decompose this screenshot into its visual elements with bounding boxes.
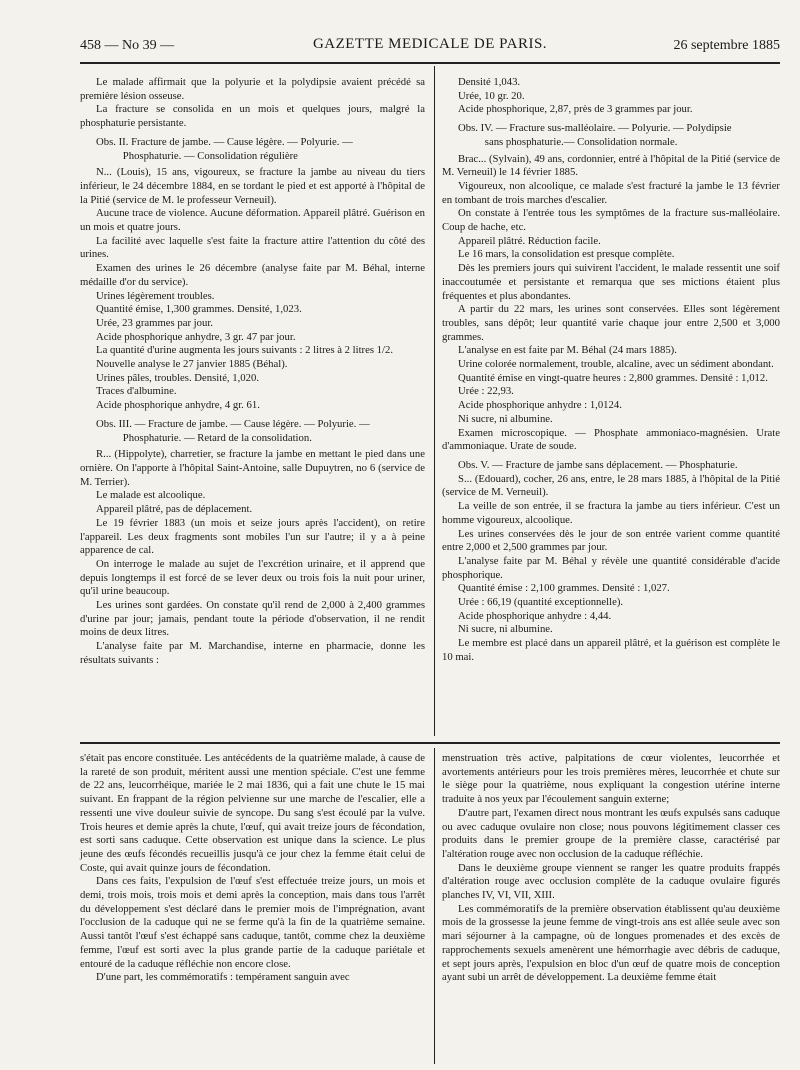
observation-subheading: Phosphaturie. — Consolidation régulière (122, 149, 298, 162)
paragraph: La fracture se consolida en un mois et quelques jours, malgré la phosphaturie persistante. (80, 103, 425, 130)
observation-heading: Obs. II. Fracture de jambe. — Cause légère. — Polyurie. — (96, 135, 353, 148)
paragraph: Quantité émise en vingt-quatre heures : 2,800 grammes. Densité : 1,012. (458, 371, 768, 384)
paragraph: Vigoureux, non alcoolique, ce malade s'est fracturé la jambe le 13 février en tombant de trois marches d'escalier. (442, 179, 780, 206)
observation-heading: Obs. IV. — Fracture sus-malléolaire. — Polyurie. — Polydipsie (458, 122, 732, 135)
paragraph: Urine colorée normalement, trouble, alcaline, avec un sédiment abondant. (458, 358, 774, 371)
paragraph: Le membre est placé dans un appareil plâtré, et la guérison est complète le 10 mai. (442, 637, 780, 663)
paragraph: Acide phosphorique anhydre : 1,0124. (458, 399, 622, 412)
paragraph: Ni sucre, ni albumine. (458, 412, 553, 425)
paragraph: L'analyse en est faite par M. Béhal (24 mars 1885). (458, 344, 677, 357)
paragraph: On constate à l'entrée tous les symptômes de la fracture sus-malléolaire. Coup de hache, etc. (442, 207, 780, 234)
paragraph: Ni sucre, ni albumine. (458, 623, 553, 636)
journal-title: GAZETTE MEDICALE DE PARIS. (312, 36, 548, 52)
paragraph: Quantité émise : 2,100 grammes. Densité : 1,027. (458, 582, 670, 595)
paragraph: D'autre part, l'examen direct nous montrant les œufs expulsés sans caduque ou avec caduque ovulaire non close; nous pouvons légitimement classer ces produits dans le premier groupe de la première classe, caractérisé par l'altération rouge avec non occlusion de la caduque réfléchie. (442, 806, 780, 860)
paragraph: Les commémoratifs de la première observation établissent qu'au deuxième mois de la grossesse la jeune femme de vingt-trois ans est allée seule avec son mari séjourner à la campagne, où de longues promenades et des excès de rapprochements sexuels amenèrent une hémorrhagie avec débris de caduque, et sept jours après, l'expulsion en bloc d'un œuf de quatre mois de conception ayant subi un arrêt de développement. La deuxième femme était (442, 902, 780, 984)
column-divider (434, 748, 435, 1064)
paragraph: Appareil plâtré, pas de déplacement. (96, 503, 253, 516)
paragraph: Densité 1,043. (458, 76, 521, 88)
paragraph: Le malade affirmait que la polyurie et la polydipsie avaient précédé sa première lésion osseuse. (80, 76, 425, 102)
header-rule (80, 62, 780, 64)
paragraph: Acide phosphorique, 2,87, près de 3 grammes par jour. (458, 103, 693, 116)
page-number: 458 — No 39 — (80, 38, 175, 53)
top-right-column (442, 76, 780, 665)
paragraph: La facilité avec laquelle s'est faite la fracture attire l'attention du côté des urines. (80, 234, 425, 261)
paragraph: Examen des urines le 26 décembre (analyse faite par M. Béhal, interne médaille d'or du service). (80, 262, 425, 288)
bottom-left-column (80, 752, 425, 985)
observation-heading: Obs. V. — Fracture de jambe sans déplacement. — Phosphaturie. (458, 458, 738, 471)
paragraph: Dans ces faits, l'expulsion de l'œuf s'est effectuée treize jours, un mois et demi, trois mois, trois mois et demi après la conception, mais dans tous l'arrêt du développement s'est déclaré dans le premier mois de l'imprégnation, avant l'occlusion de la caduque qui ne se ferme qu'à la fin de la quatrième semaine. Aussi tantôt l'œuf s'est échappé sans caduque, tantôt, comme chez la deuxième femme, l'œuf est sorti avec la plus grande partie de la caduque pariétale et entouré de la caduque réfléchie non encore close. (80, 875, 425, 970)
paragraph: Urines légèrement troubles. (96, 289, 215, 302)
paragraph: Brac... (Sylvain), 49 ans, cordonnier, entré à l'hôpital de la Pitié (service de M. Verneuil) le 14 février 1885. (442, 152, 780, 179)
observation-heading: Obs. III. — Fracture de jambe. — Cause légère. — Polyurie. — (96, 417, 370, 430)
paragraph: A partir du 22 mars, les urines sont conservées. Elles sont légèrement troubles, sans dépôt; leur quantité varie chaque jour entre 2,500 et 3,000 grammes. (442, 303, 780, 343)
section-rule (80, 742, 780, 744)
paragraph: Acide phosphorique anhydre, 3 gr. 47 par jour. (96, 330, 296, 343)
paragraph: Appareil plâtré. Réduction facile. (458, 234, 601, 247)
paragraph: Acide phosphorique anhydre, 4 gr. 61. (96, 399, 260, 412)
paragraph: s'était pas encore constituée. Les antécédents de la quatrième malade, à cause de la rareté de son produit, méritent aussi une mention spéciale. C'est une femme de 22 ans, leucorrhéique, mariée le 2 mai 1836, qui a fait une chute le 15 mai suivant. En frappant de la région pelvienne sur une marche de l'escalier, elle a ressenti une vive douleur suivie de syncope. Du sang s'est écoulé par la vulve. Trois heures et demie après la chute, l'œuf, qui avait treize jours de fécondation, est sorti sans caduque. Cette observation est unique dans la science. Le plus jeune des œufs fécondés recueillis jusqu'à ce jour chez la femme était celui de Coste, qui avait quinze jours de fécondation. (80, 752, 425, 874)
paragraph: D'une part, les commémoratifs : tempérament sanguin avec (96, 971, 350, 984)
paragraph: Acide phosphorique anhydre : 4,44. (458, 609, 612, 622)
observation-subheading: sans phosphaturie.— Consolidation normale. (484, 135, 678, 148)
bottom-right-column (442, 752, 780, 985)
issue-date: 26 septembre 1885 (673, 38, 780, 53)
paragraph: L'analyse faite par M. Béhal y révèle une quantité considérable d'acide phosphorique. (442, 554, 780, 581)
paragraph: La quantité d'urine augmenta les jours suivants : 2 litres à 2 litres 1/2. (96, 344, 394, 357)
paragraph: Urines pâles, troubles. Densité, 1,020. (96, 371, 259, 384)
paragraph: R... (Hippolyte), charretier, se fracture la jambe en mettant le pied dans une ornière. On l'apporte à l'hôpital Saint-Antoine, salle Dupuytren, no 6 (service de M. Terrier). (80, 448, 425, 488)
top-left-column (80, 76, 425, 668)
paragraph: Dans le deuxième groupe viennent se ranger les quatre produits frappés d'altération rouge avec occlusion complète de la caduque ovulaire figurés planches IV, VI, VII, XIII. (442, 861, 780, 902)
paragraph: Le 19 février 1883 (un mois et seize jours après l'accident), on retire l'appareil. Les deux fragments sont mobiles l'un sur l'autre; il y a à peine apparence de cal. (80, 516, 425, 557)
paragraph: S... (Edouard), cocher, 26 ans, entre, le 28 mars 1885, à l'hôpital de la Pitié (service de M. Verneuil). (442, 472, 780, 499)
paragraph: Les urines conservées dès le jour de son entrée varient comme quantité entre 2,000 et 2,500 grammes par jour. (442, 527, 780, 554)
paragraph: Traces d'albumine. (96, 385, 177, 398)
paragraph: On interroge le malade au sujet de l'excrétion urinaire, et il apprend que depuis longtemps il est forcé de se lever deux ou trois fois la nuit pour uriner, qu'il urine beaucoup. (80, 557, 425, 598)
paragraph: Examen microscopique. — Phosphate ammoniaco-magnésien. Urate d'ammoniaque. Urate de soude. (442, 426, 780, 453)
paragraph: Aucune trace de violence. Aucune déformation. Appareil plâtré. Guérison en un mois et quatre jours. (80, 207, 425, 234)
paragraph: Urée, 10 gr. 20. (458, 89, 525, 102)
paragraph: La veille de son entrée, il se fractura la jambe au tiers inférieur. C'est un homme vigoureux, alcoolique. (442, 500, 780, 526)
paragraph: Dès les premiers jours qui suivirent l'accident, le malade ressentit une soif inaccoutumée et persistante et remarqua que ses mictions étaient plus fréquentes et plus abondantes. (442, 262, 780, 302)
paragraph: Le malade est alcoolique. (96, 489, 206, 502)
paragraph: Nouvelle analyse le 27 janvier 1885 (Béhal). (96, 358, 288, 371)
paragraph: L'analyse faite par M. Marchandise, interne en pharmacie, donne les résultats suivants : (80, 640, 425, 666)
paragraph: Le 16 mars, la consolidation est presque complète. (458, 248, 675, 261)
column-divider (434, 66, 435, 736)
page-header (80, 36, 780, 56)
paragraph: Quantité émise, 1,300 grammes. Densité, 1,023. (96, 303, 302, 316)
paragraph: Les urines sont gardées. On constate qu'il rend de 2,000 à 2,400 grammes d'urine par jour; jamais, pendant toute la période d'observation, il ne rendit moins de deux litres. (80, 599, 425, 639)
paragraph: Urée, 23 grammes par jour. (96, 316, 213, 329)
paragraph: Urée : 66,19 (quantité exceptionnelle). (458, 596, 624, 609)
observation-subheading: Phosphaturie. — Retard de la consolidation. (122, 431, 312, 444)
paragraph: Urée : 22,93. (458, 385, 514, 398)
paragraph: N... (Louis), 15 ans, vigoureux, se fracture la jambe au niveau du tiers inférieur, le 24 décembre 1884, en se tordant le pied et est apporté à l'hôpital de la Pitié (service de M. le professeur Verneuil). (80, 166, 425, 206)
paragraph: menstruation très active, palpitations de cœur violentes, leucorrhée et avortements antérieurs pour les trois premières mères, leucorrhée et chute sur le siège pour la quatrième, nous expliquant la congestion utérine interne traduite à nos yeux par l'écoulement sanguin externe; (442, 752, 780, 806)
